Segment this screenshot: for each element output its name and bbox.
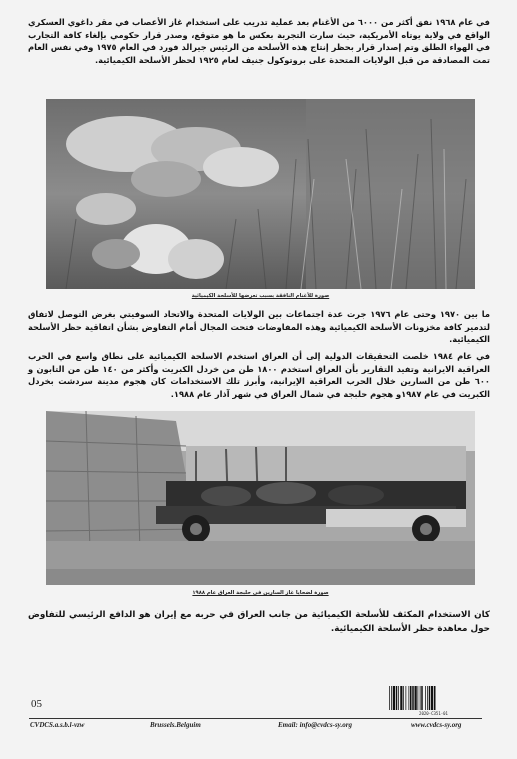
paragraph-iran-iraq-war: كان الاستخدام المكثف للأسلحة الكيميائية من جانب العراق في حربه مع إيران هو الدافع الرئيسي للتفاوض حول معاهدة حظر الأسلحة الكيميائية. xyxy=(28,610,490,634)
footer-email[interactable]: Email: info@cvdcs-sy.org xyxy=(278,721,352,729)
photo-dead-sheep xyxy=(46,99,475,289)
footer-divider xyxy=(29,718,482,719)
paragraph-dugway-sheep: في عام ١٩٦٨ نفق أكثر من ٦٠٠٠ من الأغنام بعد عملية تدريب على استخدام غاز الأعصاب في مقر داغوي العسكري الواقع في ولاية يوتاه الأمريكية، حيث سارت التجربة بعكس ما هو متوقع، وصدر قرار حكومي بإلغاء كافة التجارب في الهواء الطلق وتم إصدار قرار بحظر إنتاج هذه الأسلحة من الرئيس جيرالد فورد في العام ١٩٧٥ وفي نفس العام تمت المصادقة من قبل الولايات المتحدة على بروتوكول جنيف لعام ١٩٢٥ لحظر الأسلحة الكيميائية. xyxy=(28,17,490,65)
barcode-graphic xyxy=(389,686,478,710)
photo-caption-sheep: صورة للأغنام النافقة بسبب تعرضها للأسلحة الكيميائية xyxy=(191,293,330,299)
footer-org: CVDCS.a.s.b.l-vzw xyxy=(30,721,85,729)
halabja-image xyxy=(46,411,475,585)
footer-website[interactable]: www.cvdcs-sy.org xyxy=(411,721,462,729)
page-number: 05 xyxy=(31,698,42,710)
paragraph-us-soviet-talks: ما بين ١٩٧٠ وحتى عام ١٩٧٦ جرت عدة اجتماعات بين الولايات المتحدة والاتحاد السوفيتي بغرض التوصل لاتفاق لتدمير كافة مخزونات الأسلحة الكيميائية وهذه المفاوضات فتحت المجال أمام التفاوض بشأن اتفاقية حظر الأسلحة الكيميائية. xyxy=(28,309,490,345)
paragraph-iraq-1984: في عام ١٩٨٤ خلصت التحقيقات الدولية إلى أن العراق استخدم الاسلحة الكيميائية على نطاق واسع في الحرب العراقية الايرانية وتفيد التقارير بأن العراق استخدم ١٨٠٠ طن من خردل الكبريت وأكثر من ١٤٠ طن من التابون و ٦٠٠ طن من السارين خلال الحرب العراقية الإيرانية، وأبرز تلك الاستخدامات كان هجوم مدينة سردشت بخردل الكبريت في عام ١٩٨٧و هجوم حلبجة في شمال العراق في شهر آذار عام ١٩٨٨. xyxy=(28,351,490,399)
photo-halabja-victims xyxy=(46,411,475,585)
barcode xyxy=(389,686,478,710)
dead-sheep-image xyxy=(46,99,475,289)
photo-caption-halabja: صورة لضحايا غاز السارين في حلبجة العراق عام ١٩٨٨ xyxy=(192,590,329,596)
footer-city: Brussels.Belguim xyxy=(150,721,201,729)
barcode-number: 2020-C351-01 xyxy=(419,711,448,716)
